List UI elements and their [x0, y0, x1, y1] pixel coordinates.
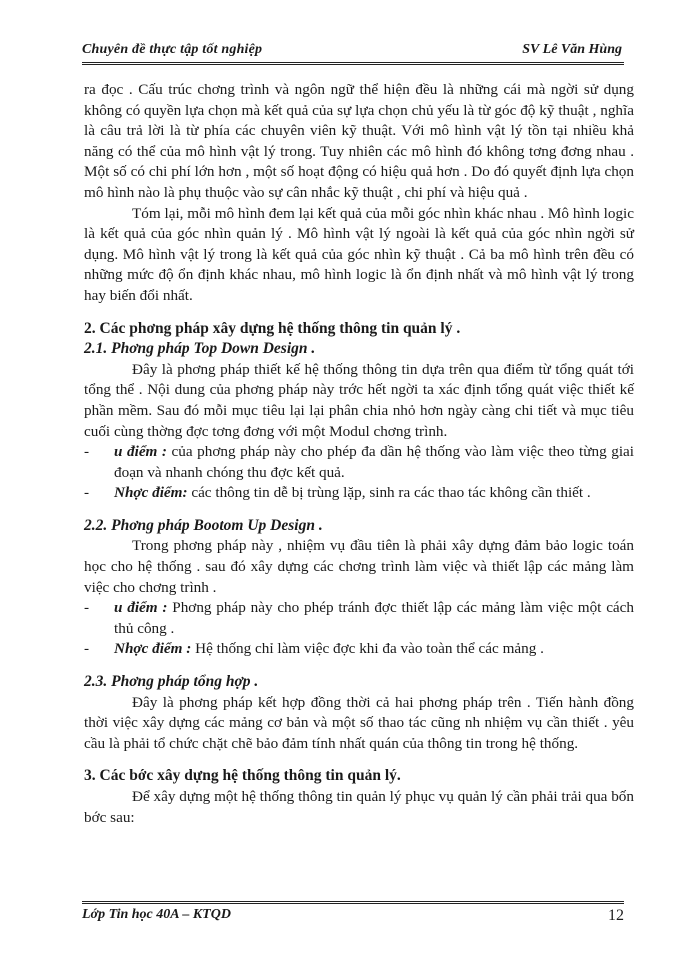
- advantage-text: của phơng pháp này cho phép đa dần hệ thống vào làm việc theo từng giai đoạn và nhanh chóng thu đợc kết quả.: [114, 443, 635, 481]
- disadvantage-item: [84, 639, 634, 660]
- header-author: SV Lê Văn Hùng: [522, 42, 622, 57]
- section-2-3-heading: 2.3. Phơng pháp tổng hợp .: [84, 673, 259, 691]
- page-number: 12: [608, 907, 624, 924]
- advantage-label: u điểm :: [114, 599, 168, 617]
- page-body: [84, 80, 634, 828]
- bullet-dash-icon: -: [84, 484, 90, 502]
- disadvantage-label: Nhợc điểm :: [114, 640, 192, 658]
- bullet-dash-icon: -: [84, 640, 90, 658]
- disadvantage-text: Hệ thống chỉ làm việc đợc khi đa vào toàn thể các mảng .: [195, 640, 544, 658]
- section-2-1-body: Đây là phơng pháp thiết kế hệ thống thông tin dựa trên qua điểm từ tổng quát tới tổng thể . Nội dung của phơng pháp này trớc hết ngời ta xác định tổng quát việc thiết kế phần mềm. Sau đó mỗi mục tiêu lại lại phân chia nhỏ hơn ngày càng chi tiết và mục tiêu cuối cùng thờng đợc tơng đơng với một Modul chơng trình.: [84, 360, 634, 440]
- advantage-text: Phơng pháp này cho phép tránh đợc thiết lập các mảng làm việc một cách thủ công .: [114, 599, 635, 637]
- section-2-2-heading: 2.2. Phơng pháp Bootom Up Design .: [84, 516, 323, 534]
- section-3-body: Để xây dựng một hệ thống thông tin quản lý phục vụ quản lý cần phải trải qua bốn bớc sau:: [84, 788, 634, 826]
- section-3-heading: 3. Các bớc xây dựng hệ thống thông tin quản lý.: [84, 767, 401, 785]
- section-2-heading: 2. Các phơng pháp xây dựng hệ thống thông tin quản lý .: [84, 319, 461, 337]
- disadvantage-text: các thông tin dễ bị trùng lặp, sinh ra các thao tác không cần thiết .: [191, 484, 591, 502]
- page-header: [82, 40, 622, 62]
- disadvantage-item: [84, 483, 634, 504]
- footer-rule: [82, 901, 624, 904]
- bullet-dash-icon: -: [84, 443, 90, 461]
- header-document-title: Chuyên đề thực tập tốt nghiệp: [82, 42, 263, 57]
- paragraph-models-physical: ra đọc . Cấu trúc chơng trình và ngôn ngữ thể hiện đều là những cái mà ngời sử dụng không có quyền lựa chọn mà kết quả của sự lựa chọn chủ yếu là từ góc độ kỹ thuật , nghĩa là câu trả lời là từ phía các chuyên viên kỹ thuật. Với mô hình vật lý tồn tại nhiều khả năng có thể của mô hình vật lý trong. Tuy nhiên các mô hình đó không tơng đơng nhau . Một số có chi phí lớn hơn , một số hoạt động có hiệu quả hơn . Do đó quyết định lựa chọn mô hình nào là phụ thuộc vào sự cân nhắc kỹ thuật , chi phí và hiệu quả .: [84, 81, 634, 201]
- header-rule: [82, 62, 624, 65]
- section-2-2-body: Trong phơng pháp này , nhiệm vụ đầu tiên là phải xây dựng đảm bảo logic toán học cho hệ thống . sau đó xây dựng các chơng trình làm việc và thiết lập các mảng làm việc cho chơng trình .: [84, 537, 634, 596]
- paragraph-summary: Tóm lại, mỗi mô hình đem lại kết quả của mỗi góc nhìn khác nhau . Mô hình logic là kết quả của góc nhìn quản lý . Mô hình vật lý ngoài là kết quả của góc nhìn ngời sử dụng. Mô hình vật lý trong là kết quả của góc nhìn kỹ thuật . Cả ba mô hình trên đều có những mức độ ổn định khác nhau, mô hình logic là ổn định nhất và mô hình vật lý trong hay biến đổi nhất.: [84, 204, 634, 304]
- advantage-label: u điểm :: [114, 443, 167, 461]
- section-2-1-heading: 2.1. Phơng pháp Top Down Design .: [84, 340, 316, 358]
- footer-class: Lớp Tin học 40A – KTQD: [82, 907, 231, 922]
- advantage-item: [84, 442, 634, 483]
- disadvantage-label: Nhợc điểm:: [114, 484, 188, 502]
- page-footer: [82, 905, 624, 927]
- section-2-3-body: Đây là phơng pháp kết hợp đồng thời cả hai phơng pháp trên . Tiến hành đồng thời việc xây dựng các mảng cơ bản và một số thao tác cũng nh nhiệm vụ cần thiết . yêu cầu là phải tổ chức chặt chẽ bảo đảm tính nhất quán của thông tin trong hệ thống.: [84, 693, 634, 752]
- bullet-dash-icon: -: [84, 599, 90, 617]
- advantage-item: [84, 598, 634, 639]
